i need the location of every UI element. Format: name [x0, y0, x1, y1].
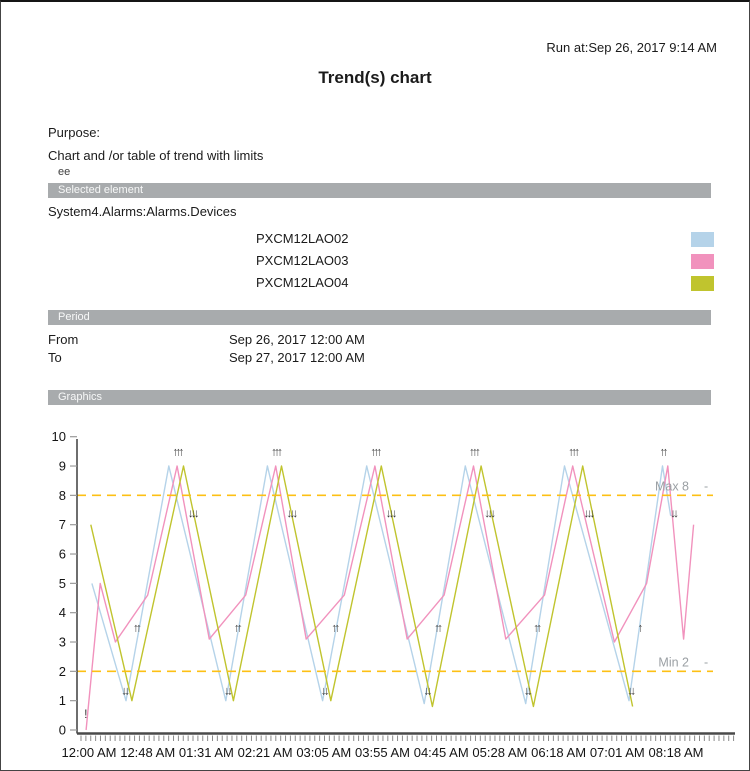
- annotation-marker: ↓↓: [423, 683, 430, 698]
- annotation-marker: ↓↓: [223, 683, 230, 698]
- legend-label: PXCM12LAO03: [256, 253, 349, 268]
- section-header-graphics: Graphics: [48, 390, 711, 405]
- y-tick-label: 8: [58, 487, 66, 503]
- selected-element-path: System4.Alarms:Alarms.Devices: [48, 204, 237, 219]
- x-tick-label: 07:01 AM: [589, 745, 645, 760]
- section-header-period: Period: [48, 310, 711, 325]
- x-tick-label: 02:21 AM: [237, 745, 293, 760]
- y-tick-label: 10: [51, 429, 66, 445]
- limit-label-suffix: -: [704, 655, 709, 670]
- annotation-marker: ↑↑: [533, 620, 540, 635]
- annotation-marker: ↑↑: [434, 620, 441, 635]
- x-axis: [62, 734, 735, 761]
- annotation-marker: ↑↑: [331, 620, 338, 635]
- y-tick-label: 6: [58, 546, 66, 562]
- annotation-marker: !: [84, 706, 85, 721]
- x-tick-label: 03:55 AM: [355, 745, 410, 760]
- x-tick-label: 12:48 AM: [120, 745, 176, 760]
- y-tick-label: 9: [58, 458, 66, 474]
- annotation-marker: ↑↑↑: [568, 444, 578, 459]
- x-tick-label: 08:18 AM: [648, 745, 704, 760]
- period-from-label: From: [48, 332, 79, 347]
- annotation-marker: ↓↓: [670, 505, 677, 520]
- period-from-value: Sep 26, 2017 12:00 AM: [229, 332, 365, 347]
- annotation-marker: ↓↓↓: [583, 505, 593, 520]
- y-tick-label: 5: [58, 575, 66, 591]
- y-tick-label: 3: [58, 634, 66, 650]
- x-tick-label: 12:00 AM: [61, 745, 117, 760]
- annotation-marker: ↓↓↓: [286, 505, 296, 520]
- annotation-marker: ↓↓: [523, 683, 530, 698]
- annotation-marker: ↓↓↓: [484, 505, 494, 520]
- x-tick-label: 03:05 AM: [296, 745, 352, 760]
- page-title: Trend(s) chart: [318, 68, 432, 87]
- annotation-marker: ↑↑↑: [468, 444, 478, 459]
- annotation-marker: ↑↑↑: [172, 444, 182, 459]
- limit-label-suffix: -: [704, 479, 709, 494]
- period-to-value: Sep 27, 2017 12:00 AM: [229, 350, 365, 365]
- annotation-marker: ↓↓↓: [187, 505, 197, 520]
- purpose-note: ee: [58, 166, 71, 178]
- y-tick-label: 7: [58, 517, 66, 533]
- annotation-marker: ↓↓: [627, 683, 634, 698]
- x-tick-label: 01:31 AM: [178, 745, 234, 760]
- series-PXCM12LAO04: [91, 466, 633, 707]
- limit-label: Min 2: [658, 655, 689, 670]
- y-tick-label: 0: [58, 722, 66, 738]
- period-to-label: To: [48, 350, 62, 365]
- annotation-marker: ↑↑: [233, 620, 240, 635]
- annotation-marker: ↑↑↑: [370, 444, 380, 459]
- y-axis: [52, 429, 77, 737]
- y-tick-label: 2: [58, 663, 66, 679]
- purpose-text: Chart and /or table of trend with limits: [48, 148, 264, 163]
- annotation-marker: ↓↓: [320, 683, 327, 698]
- y-tick-label: 4: [58, 605, 66, 621]
- y-tick-label: 1: [58, 693, 66, 709]
- purpose-label: Purpose:: [48, 125, 101, 140]
- annotation-marker: ↑↑↑: [271, 444, 281, 459]
- annotation-marker: ↓↓: [121, 683, 128, 698]
- x-tick-label: 06:18 AM: [531, 745, 587, 760]
- x-tick-label: 05:28 AM: [472, 745, 528, 760]
- run-timestamp: Run at:Sep 26, 2017 9:14 AM: [546, 40, 717, 55]
- legend-label: PXCM12LAO02: [256, 231, 349, 246]
- limit-label: Max 8: [654, 479, 689, 494]
- annotation-marker: ↓↓↓: [385, 505, 395, 520]
- legend-label: PXCM12LAO04: [256, 275, 349, 290]
- annotation-marker: ↑↑: [132, 620, 139, 635]
- annotation-marker: ↑↑: [659, 444, 666, 459]
- annotation-marker: ↑: [637, 620, 641, 635]
- section-header-selected-element: Selected element: [48, 183, 711, 198]
- x-tick-label: 04:45 AM: [413, 745, 469, 760]
- trend-chart: [1, 2, 750, 771]
